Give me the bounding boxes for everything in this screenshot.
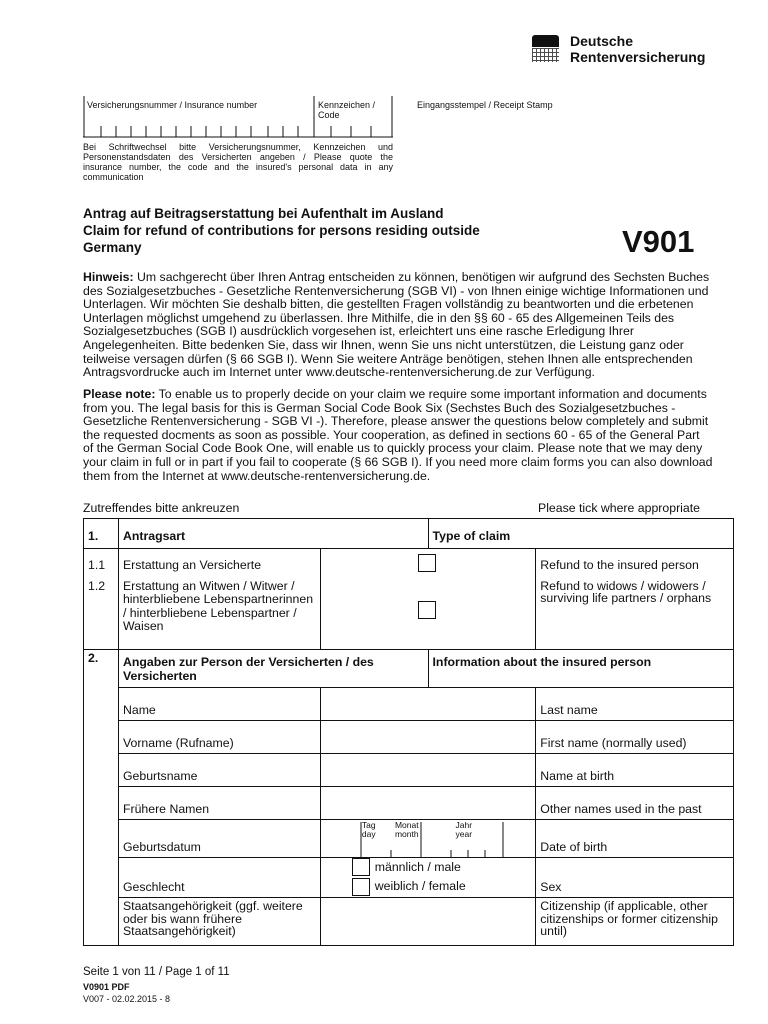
form-number: V901	[622, 224, 695, 259]
row-1-2-de: Erstattung an Witwen / Witwer / hinterbliebene Lebenspartnerinnen / hinterbliebene Lebenspartner / Waisen	[118, 578, 320, 650]
tick-instruction-de: Zutreffendes bitte ankreuzen	[83, 501, 240, 515]
male-label: männlich / male	[374, 860, 461, 874]
birth-name-input[interactable]	[320, 754, 536, 787]
form-version: V007 - 02.02.2015 - 8	[83, 994, 171, 1004]
section1-heading-en: Type of claim	[428, 519, 733, 549]
birth-name-label-en: Name at birth	[536, 754, 734, 787]
former-names-label-de: Frühere Namen	[118, 787, 320, 820]
refund-insured-checkbox[interactable]	[418, 554, 436, 572]
section1-number: 1.	[84, 519, 119, 549]
dob-label-en: Date of birth	[536, 820, 734, 858]
page-indicator: Seite 1 von 11 / Page 1 of 11	[83, 966, 230, 978]
name-label: Name	[118, 688, 320, 721]
please-note-text: To enable us to properly decide on your claim we require some important information and documents from you. The legal basis for this is German Social Code Book Six (Sechstes Buch des Sozialgesetzbuches - Gesetzliche Rentenversicherung - SGB VI -). Therefore, please answer the questions below completely and submit the requested docments as soon as possible. Your cooperation, as defined in sections 60 - 65 of the General Part of the German Social Code Book One, will enable us to quickly process your claim. Please note that we may deny your claim in full or in part if you fail to cooperate (§ 66 SGB I). If you need more claim forms you can also download them from the Internet at www.deutsche-rentenversicherung.de.	[83, 387, 713, 483]
refund-survivors-checkbox[interactable]	[418, 601, 436, 619]
title-line1: Antrag auf Beitragserstattung bei Aufenthalt im Ausland	[83, 206, 444, 221]
hinweis-label: Hinweis:	[83, 270, 134, 284]
section1-heading-de: Antragsart	[118, 519, 428, 549]
dob-input[interactable]	[320, 820, 536, 858]
title-line2: Claim for refund of contributions for persons residing outside	[83, 223, 480, 238]
citizenship-input[interactable]	[320, 898, 536, 946]
hinweis-text: Um sachgerecht über Ihren Antrag entscheiden zu können, benötigen wir aufgrund des Sechsten Buches des Sozialgesetzbuches - Gesetzliche Rentenversicherung (SGB VI) - von Ihnen einige wichtige Informationen und Unterlagen. Wir möchten Sie deshalb bitten, die gestellten Fragen vollständig zu beantworten und die erbetenen Unterlagen möglichst umgehend zu überlassen. Ihre Mithilfe, die in den §§ 60 - 65 des Allgemeinen Teils des Sozialgesetzbuches (SGB I) ausdrücklich vorgesehen ist, erleichtert uns eine rasche Erledigung Ihrer Angelegenheiten. Bitte bedenken Sie, dass wir Ihnen, wenn Sie uns nicht unterstützen, die Leistung ganz oder teilweise versagen dürfen (§ 66 SGB I). Wenn Sie weitere Anträge benötigen, stehen Ihnen alle entsprechenden Antragsvordrucke auch im Internet unter www.deutsche-rentenversicherung.de zur Verfügung.	[83, 270, 710, 380]
sex-label-en: Sex	[536, 858, 734, 898]
dob-year-label: Jahr year	[455, 820, 473, 839]
insurance-number-field[interactable]	[83, 96, 393, 138]
receipt-stamp-label: Eingangsstempel / Receipt Stamp	[417, 100, 553, 110]
row-1-2-checkbox-cell	[320, 578, 536, 650]
tick-instruction-en: Please tick where appropriate	[538, 501, 700, 515]
please-note-paragraph	[83, 388, 713, 483]
form-title	[83, 205, 480, 256]
logo-text	[570, 33, 705, 65]
former-names-input[interactable]	[320, 787, 536, 820]
row-1-2-en: Refund to widows / widowers / surviving life partners / orphans	[536, 578, 734, 650]
hinweis-paragraph	[83, 271, 713, 380]
first-name-label-de: Vorname (Rufname)	[118, 721, 320, 754]
former-names-label-en: Other names used in the past	[536, 787, 734, 820]
section2-heading-de: Angaben zur Person der Versicherten / des Versicherten	[118, 650, 428, 688]
insurance-number-label: Versicherungsnummer / Insurance number	[87, 100, 258, 110]
row-1-1-de: Erstattung an Versicherte	[118, 549, 320, 578]
dob-day-label: Tag day	[361, 820, 376, 839]
drv-logo-icon	[532, 35, 559, 62]
citizenship-label-en: Citizenship (if applicable, other citizenships or former citizenship until)	[536, 898, 734, 946]
male-checkbox[interactable]	[352, 858, 370, 876]
female-checkbox[interactable]	[352, 878, 370, 896]
sex-label-de: Geschlecht	[118, 858, 320, 898]
dob-label-de: Geburtsdatum	[118, 820, 320, 858]
birth-name-label-de: Geburtsname	[118, 754, 320, 787]
please-note-label: Please note:	[83, 387, 156, 401]
title-line3: Germany	[83, 240, 142, 255]
logo-line1: Deutsche	[570, 33, 634, 49]
section2-heading-en: Information about the insured person	[428, 650, 733, 688]
logo-line2: Rentenversicherung	[570, 49, 706, 65]
correspondence-note: Bei Schriftwechsel bitte Versicherungsnummer, Kennzeichen und Personenstandsdaten des Versicherten angeben / Please quote the insurance number, the code and the insured's personal data in any communication	[83, 142, 393, 182]
first-name-input[interactable]	[320, 721, 536, 754]
first-name-label-en: First name (normally used)	[536, 721, 734, 754]
citizenship-label-de: Staatsangehörigkeit (ggf. weitere oder bis wann frühere Staatsangehörigkeit)	[118, 898, 320, 946]
row-1-2-number: 1.2	[84, 578, 119, 650]
section2-number: 2.	[84, 650, 119, 688]
sex-options	[320, 858, 536, 898]
female-label: weiblich / female	[374, 879, 466, 893]
name-input[interactable]	[320, 688, 536, 721]
row-1-1-number: 1.1	[84, 549, 119, 578]
dob-month-label: Monat month	[394, 820, 419, 839]
form-pdf-id: V0901 PDF	[83, 982, 130, 992]
row-1-1-en: Refund to the insured person	[536, 549, 734, 578]
last-name-label: Last name	[536, 688, 734, 721]
claim-form-table	[83, 518, 734, 946]
code-label: Kennzeichen / Code	[318, 100, 376, 120]
row-1-1-checkbox-cell	[320, 549, 536, 578]
